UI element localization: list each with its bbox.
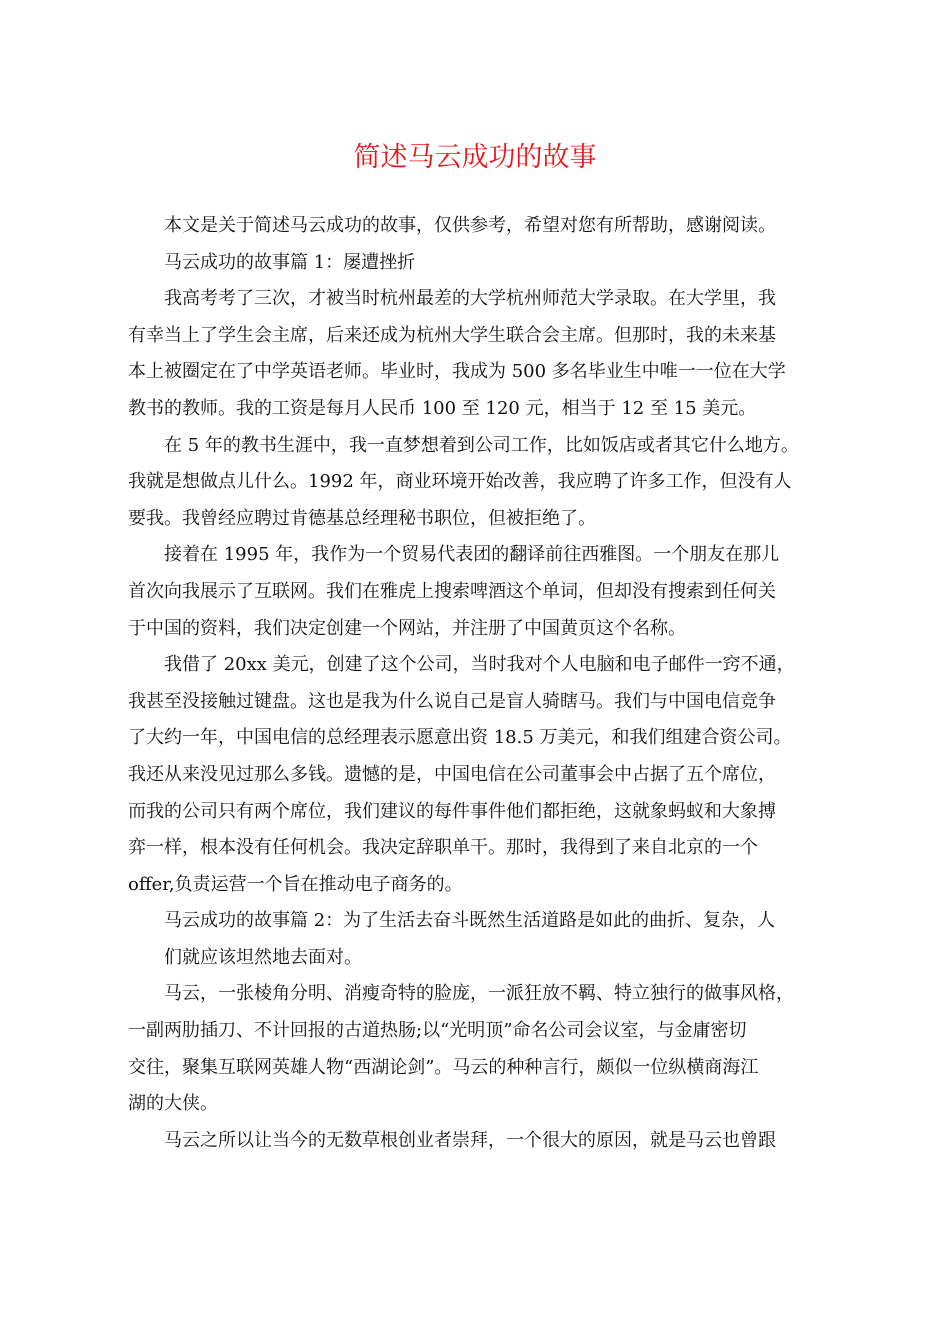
paragraph-line: 我甚至没接触过键盘。这也是我为什么说自己是盲人骑瞎马。我们与中国电信竞争 <box>128 690 776 712</box>
paragraph-line: 要我。我曾经应聘过肯德基总经理秘书职位，但被拒绝了。 <box>128 507 596 529</box>
paragraph-line: 马云之所以让当今的无数草根创业者崇拜，一个很大的原因，就是马云也曾跟 <box>164 1129 776 1151</box>
paragraph-line: 交往，聚集互联网英雄人物“西湖论剑”。马云的种种言行，颇似一位纵横商海江 <box>128 1056 759 1078</box>
paragraph-line: offer,负责运营一个旨在推动电子商务的。 <box>128 873 463 895</box>
paragraph-line: 我高考考了三次，才被当时杭州最差的大学杭州师范大学录取。在大学里，我 <box>164 288 776 310</box>
paragraph-line: 在 5 年的教书生涯中，我一直梦想着到公司工作，比如饭店或者其它什么地方。 <box>164 434 799 456</box>
paragraph-line: 于中国的资料，我们决定创建一个网站，并注册了中国黄页这个名称。 <box>128 617 686 639</box>
paragraph-line: 我借了 20xx 美元，创建了这个公司，当时我对个人电脑和电子邮件一窍不通， <box>164 654 795 676</box>
paragraph-line: 有幸当上了学生会主席，后来还成为杭州大学生联合会主席。但那时，我的未来基 <box>128 324 776 346</box>
section-heading-1: 马云成功的故事篇 1：屡遭挫折 <box>164 251 416 273</box>
paragraph-line: 本上被圈定在了中学英语老师。毕业时，我成为 500 多名毕业生中唯一一位在大学 <box>128 361 786 383</box>
paragraph-line: 了大约一年，中国电信的总经理表示愿意出资 18.5 万美元，和我们组建合资公司。 <box>128 727 792 749</box>
paragraph-line: 我还从来没见过那么多钱。遗憾的是，中国电信在公司董事会中占据了五个席位， <box>128 763 776 785</box>
paragraph-line: 湖的大侠。 <box>128 1093 218 1115</box>
section-heading-2: 马云成功的故事篇 2：为了生活去奋斗既然生活道路是如此的曲折、复杂，人 <box>164 910 776 932</box>
paragraph-line: 首次向我展示了互联网。我们在雅虎上搜索啤酒这个单词，但却没有搜索到任何关 <box>128 580 776 602</box>
document-title: 简述马云成功的故事 <box>353 142 597 173</box>
paragraph-line: 而我的公司只有两个席位，我们建议的每件事件他们都拒绝，这就象蚂蚁和大象搏 <box>128 800 776 822</box>
intro-line: 本文是关于简述马云成功的故事，仅供参考，希望对您有所帮助，感谢阅读。 <box>164 215 776 236</box>
document-body <box>128 208 840 1159</box>
paragraph-line: 马云，一张棱角分明、消瘦奇特的脸庞，一派狂放不羁、特立独行的做事风格， <box>164 983 794 1005</box>
paragraph-line: 我就是想做点儿什么。1992 年，商业环境开始改善，我应聘了许多工作，但没有人 <box>128 471 792 493</box>
paragraph-line: 教书的教师。我的工资是每月人民币 100 至 120 元，相当于 12 至 15 美元。 <box>128 397 757 419</box>
section-heading-2-cont: 们就应该坦然地去面对。 <box>164 946 362 968</box>
paragraph-line: 接着在 1995 年，我作为一个贸易代表团的翻译前往西雅图。一个朋友在那儿 <box>164 544 780 566</box>
paragraph-line: 弈一样，根本没有任何机会。我决定辞职单干。那时，我得到了来自北京的一个 <box>128 837 758 859</box>
paragraph-line: 一副两肋插刀、不计回报的古道热肠;以“光明顶”命名公司会议室，与金庸密切 <box>128 1020 747 1042</box>
